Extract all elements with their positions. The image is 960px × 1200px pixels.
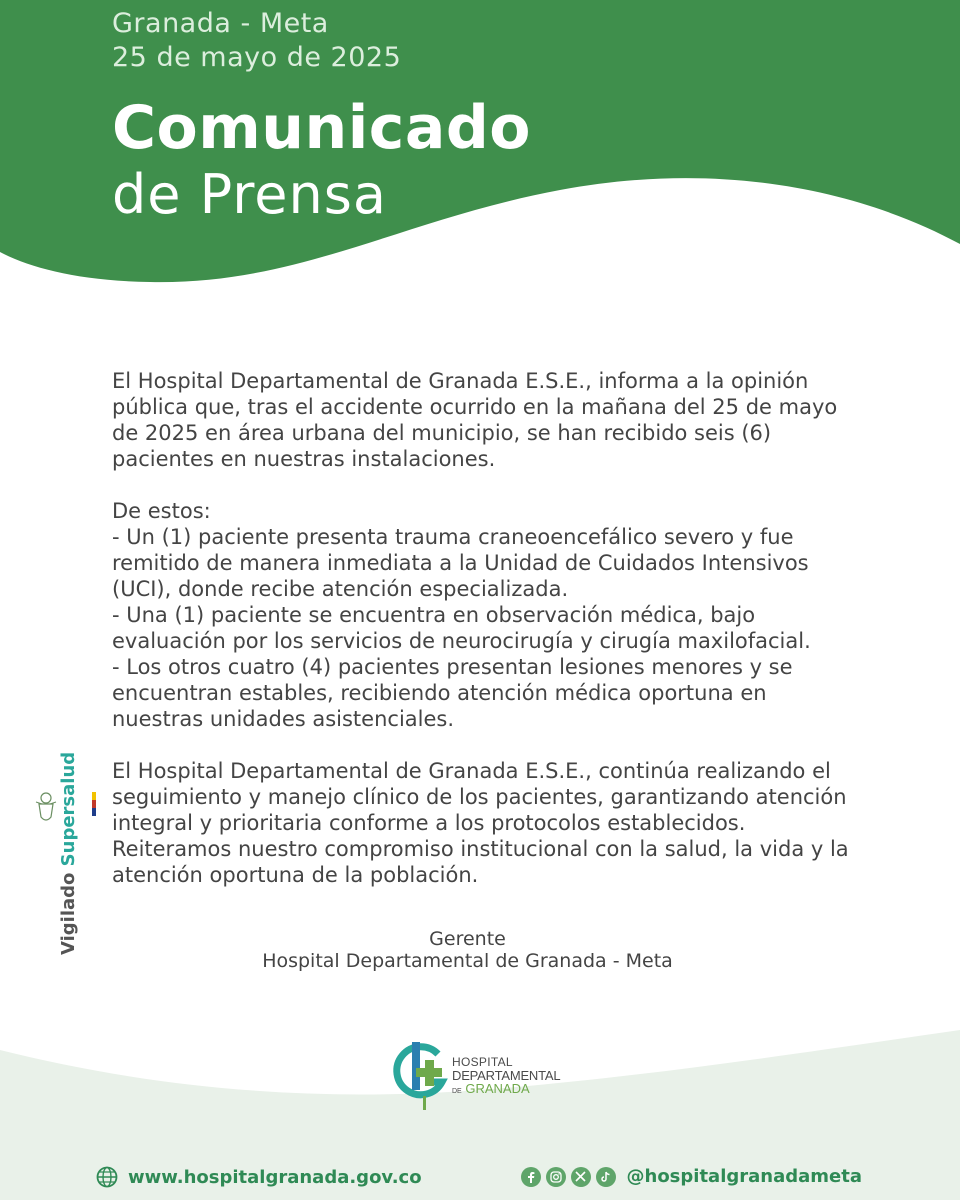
page-title: Comunicado [112,93,531,163]
instagram-icon[interactable] [546,1167,566,1187]
hospital-logo [390,1038,590,1114]
footer-website-link[interactable] [96,1166,422,1188]
page-subtitle: de Prensa [112,163,387,226]
logo-line-granada: GRANADA [465,1081,530,1096]
globe-icon [96,1166,118,1188]
flag-stripes [92,792,96,816]
signature-role: Gerente [429,928,506,950]
footer-social [521,1166,863,1187]
x-icon[interactable] [571,1167,591,1187]
logo-line-departamental: DEPARTAMENTAL [452,1068,561,1083]
press-release-body [112,368,852,888]
tiktok-icon[interactable] [596,1167,616,1187]
logo-line-hospital: HOSPITAL [452,1055,513,1069]
supersalud-label: Supersalud [58,751,79,867]
facebook-icon[interactable] [521,1167,541,1187]
intro-paragraph: El Hospital Departamental de Granada E.S.E., informa a la opinión pública que, tras el accidente ocurrido en la mañana del 25 de mayo de 2025 en área urbana del municipio, se han recibido seis (6) pacientes en nuestras instalaciones. [112,369,838,471]
signature-organization: Hospital Departamental de Granada - Meta [262,950,673,972]
list-item: - Una (1) paciente se encuentra en observación médica, bajo evaluación por los servicios de neurocirugía y cirugía maxilofacial. [112,603,811,653]
vigilado-supersalud-badge [58,752,79,955]
list-heading: De estos: [112,499,211,523]
social-handle[interactable]: @hospitalgranadameta [626,1166,862,1187]
coat-of-arms-icon [34,790,58,824]
closing-paragraph: El Hospital Departamental de Granada E.S.E., continúa realizando el seguimiento y manejo clínico de los pacientes, garantizando atención integral y prioritaria conforme a los protocolos establecidos. Reiteramos nuestro compromiso institucional con la salud, la vida y la atención oportuna de la población. [112,759,849,887]
header-location: Granada - Meta [112,8,329,39]
website-url: www.hospitalgranada.gov.co [128,1166,422,1188]
header-date: 25 de mayo de 2025 [112,42,402,73]
logo-line-de: DE [452,1088,462,1095]
hospital-logo-icon [390,1038,454,1114]
list-item: - Un (1) paciente presenta trauma craneoencefálico severo y fue remitido de manera inmediata a la Unidad de Cuidados Intensivos (UCI), donde recibe atención especializada. [112,525,809,601]
list-item: - Los otros cuatro (4) pacientes presentan lesiones menores y se encuentran estables, recibiendo atención médica oportuna en nuestras unidades asistenciales. [112,655,793,731]
vigilado-label: Vigilado [58,872,79,955]
